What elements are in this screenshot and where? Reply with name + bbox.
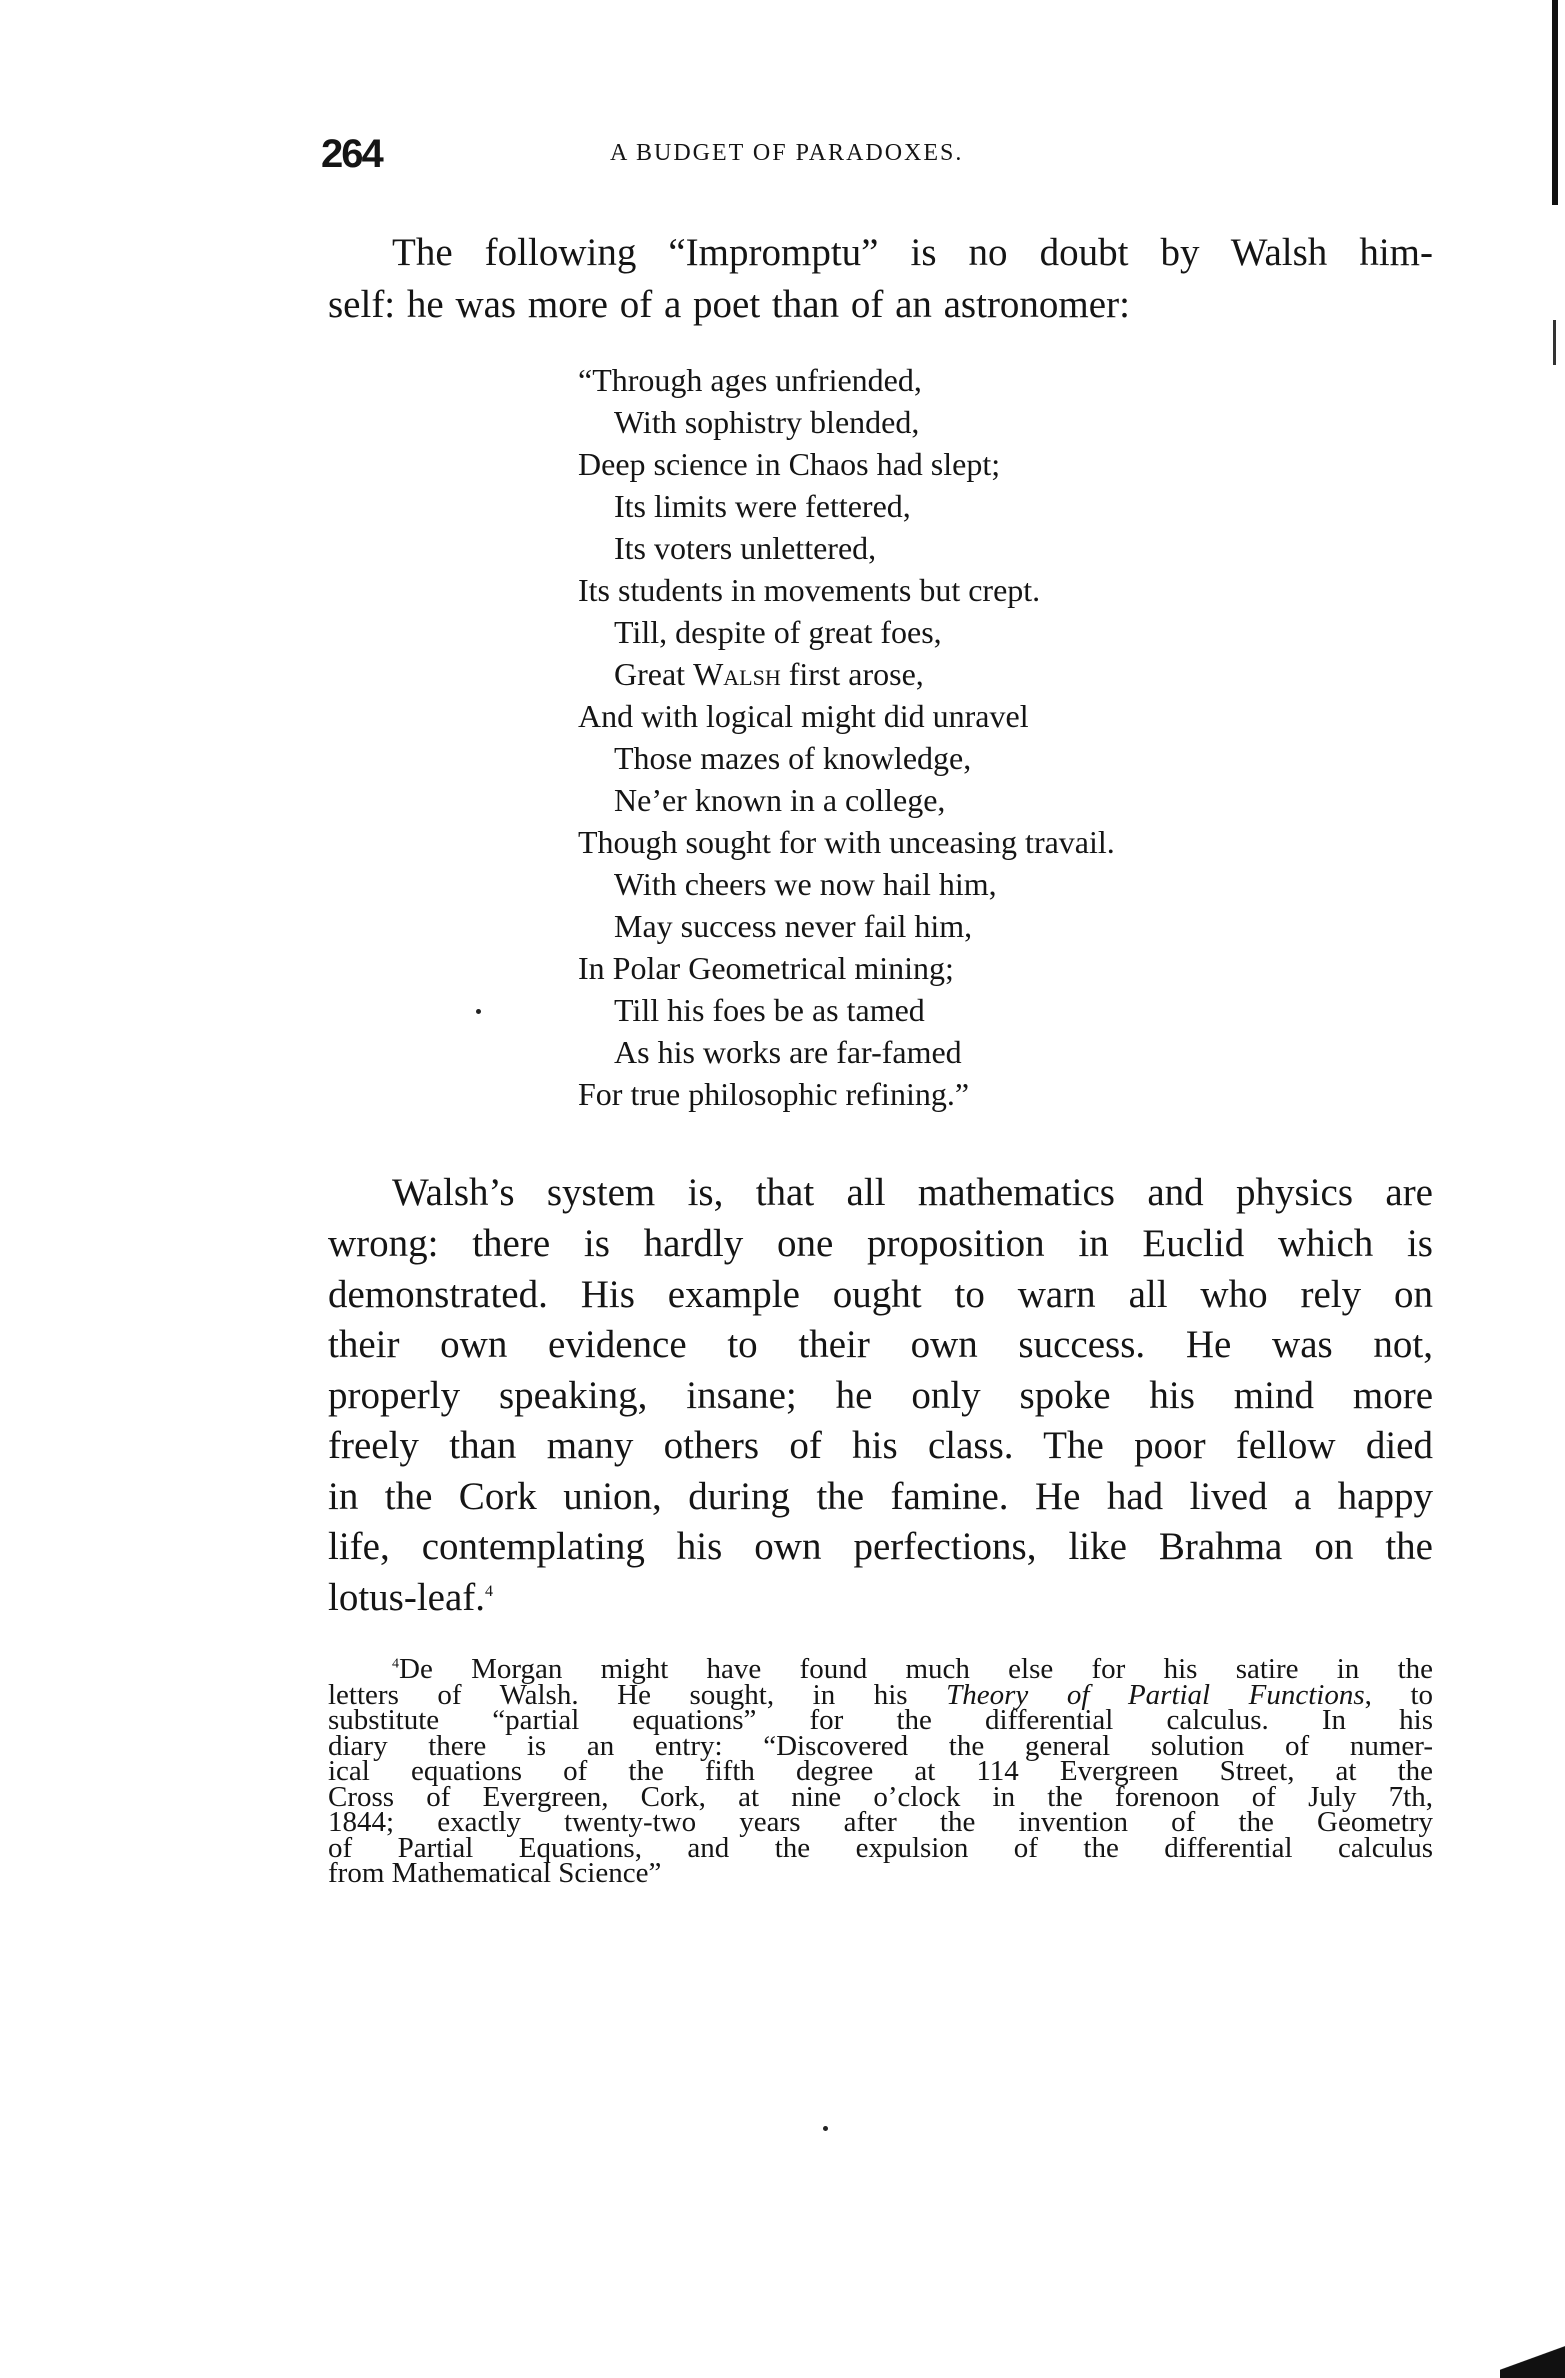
footnote-line: Cross of Evergreen, Cork, at nine o’clock in the forenoon of July 7th, xyxy=(328,1781,1433,1813)
text-line: demonstrated. His example ought to warn all who rely on xyxy=(328,1273,1433,1316)
text-fragment: letters of Walsh. He sought, in his xyxy=(328,1679,947,1711)
text-fragment: De Morgan might have found much else for his satire in the xyxy=(399,1653,1433,1685)
scan-edge-mark xyxy=(1553,320,1556,365)
ink-speck xyxy=(476,1009,481,1014)
poem-line: Its limits were fettered, xyxy=(614,488,911,524)
poem-line: Those mazes of knowledge, xyxy=(614,740,972,776)
text-fragment: lotus-leaf. xyxy=(328,1576,486,1619)
poem-line: As his works are far-famed xyxy=(614,1034,962,1070)
poem-line: Till his foes be as tamed xyxy=(614,992,925,1028)
poem-line: Deep science in Chaos had slept; xyxy=(578,446,1001,482)
running-title: A BUDGET OF PARADOXES. xyxy=(610,140,964,166)
poem-line: In Polar Geometrical mining; xyxy=(578,950,954,986)
footnote-line: from Mathematical Science” xyxy=(328,1857,662,1889)
footnote-marker: 4 xyxy=(392,1656,399,1672)
scan-edge-mark xyxy=(1552,0,1558,205)
text-line: Walsh’s system is, that all mathematics and physics are xyxy=(392,1171,1433,1214)
poem-line: With sophistry blended, xyxy=(614,404,920,440)
poem-line: Its students in movements but crept. xyxy=(578,572,1041,608)
footnote-line: of Partial Equations, and the expulsion of the differential calculus xyxy=(328,1832,1433,1864)
footnote-reference[interactable]: 4 xyxy=(485,1583,494,1600)
text-line: properly speaking, insane; he only spoke his mind more xyxy=(328,1374,1433,1417)
poem-line: With cheers we now hail him, xyxy=(614,866,997,902)
poem-line: Till, despite of great foes, xyxy=(614,614,942,650)
page-number: 264 xyxy=(321,132,382,176)
book-title: Theory of Partial Functions xyxy=(946,1679,1365,1711)
text-line: their own evidence to their own success. He was not, xyxy=(328,1323,1433,1366)
poem-line: And with logical might did unravel xyxy=(578,698,1029,734)
poem-line: May success never fail him, xyxy=(614,908,973,944)
poem-line: Though sought for with unceasing travail. xyxy=(578,824,1115,860)
text-line: self: he was more of a poet than of an astronomer: xyxy=(328,283,1130,326)
text-line: in the Cork union, during the famine. He had lived a happy xyxy=(328,1475,1433,1518)
poem-line: Great Walsh first arose, xyxy=(614,656,924,692)
ink-speck xyxy=(823,2126,828,2131)
text-line: The following “Impromptu” is no doubt by Walsh him- xyxy=(392,231,1433,274)
text-fragment: , to xyxy=(1364,1679,1434,1711)
poem-line: “Through ages unfriended, xyxy=(578,362,922,398)
footnote-line: substitute “partial equations” for the differential calculus. In his xyxy=(328,1704,1433,1736)
poem-line: For true philosophic refining.” xyxy=(578,1076,970,1112)
poem-line: Ne’er known in a college, xyxy=(614,782,946,818)
text-line: freely than many others of his class. The poor fellow died xyxy=(328,1424,1433,1467)
name-small-caps: Walsh xyxy=(693,656,781,692)
scan-corner-mark xyxy=(1500,2330,1565,2378)
text-line xyxy=(328,1575,1433,1620)
footnote-line: 1844; exactly twenty-two years after the invention of the Geometry xyxy=(328,1806,1433,1838)
footnote-line: ical equations of the fifth degree at 114 Evergreen Street, at the xyxy=(328,1755,1433,1787)
footnote-line: diary there is an entry: “Discovered the general solution of numer- xyxy=(328,1730,1433,1762)
text-line: life, contemplating his own perfections, like Brahma on the xyxy=(328,1525,1433,1568)
text-line: wrong: there is hardly one proposition in Euclid which is xyxy=(328,1222,1433,1265)
poem-line: Its voters unlettered, xyxy=(614,530,877,566)
